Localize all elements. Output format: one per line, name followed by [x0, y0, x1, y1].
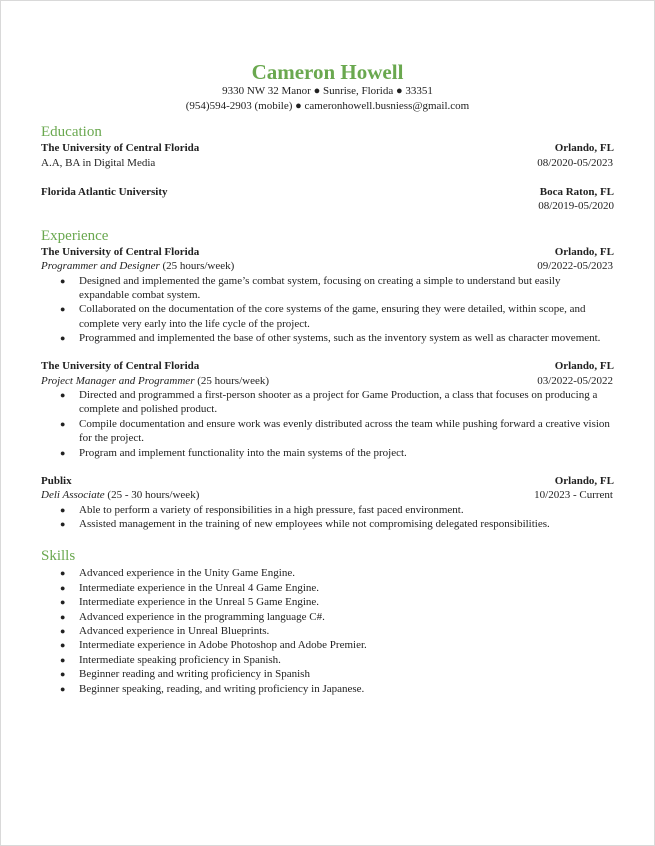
- bullet-icon: ●: [60, 626, 66, 636]
- job-entry: [41, 474, 614, 532]
- job-entry: [41, 245, 614, 346]
- job-bullet: ● Compile documentation and ensure work was evenly distributed across the team while pushing forward a creative vision for the project.: [60, 417, 610, 445]
- job-role: Programmer and Designer: [41, 260, 160, 272]
- school-name: Florida Atlantic University: [41, 185, 168, 198]
- education-entry: [41, 141, 614, 170]
- bullet-icon: ●: [60, 611, 66, 622]
- candidate-name: Cameron Howell: [251, 60, 404, 84]
- skill-item: ● Intermediate speaking proficiency in Spanish.: [60, 653, 281, 666]
- employer-name: The University of Central Florida: [41, 360, 200, 373]
- degree: A.A, BA in Digital Media: [41, 156, 156, 169]
- bullet-icon: ●: [60, 418, 66, 429]
- school-location: Boca Raton, FL: [539, 185, 614, 198]
- education-dates: 08/2020-05/2023: [537, 156, 613, 169]
- job-role: Deli Associate: [41, 489, 105, 502]
- education-section: [41, 124, 614, 214]
- job-title-line: [41, 259, 234, 274]
- job-bullet: ● Program and implement functionality into the main systems of the project.: [60, 446, 407, 459]
- skill-item: ● Advanced experience in the Unity Game Engine.: [60, 567, 295, 580]
- job-hours: (25 hours/week): [194, 374, 270, 387]
- job-location: Orlando, FL: [554, 474, 614, 487]
- phone-email-line: (954)594-2903 (mobile) ● cameronhowell.busniess@gmail.com: [185, 99, 470, 112]
- job-dates: 10/2023 - Current: [534, 489, 613, 502]
- address-line: 9330 NW 32 Manor ● Sunrise, Florida ● 33351: [222, 85, 433, 97]
- employer-name: The University of Central Florida: [41, 245, 200, 258]
- bullet-icon: ●: [60, 333, 66, 344]
- job-bullet: ● Able to perform a variety of responsibilities in a high pressure, fast paced environment.: [60, 503, 464, 516]
- skills-list: [41, 566, 614, 696]
- bullet-icon: ●: [60, 597, 66, 608]
- job-bullet-list: [41, 503, 614, 532]
- experience-heading: Experience: [41, 227, 109, 244]
- skill-item: ● Intermediate experience in the Unreal 4 Game Engine.: [60, 581, 320, 594]
- job-bullet: ● Assisted management in the training of new employees while not compromising delegated responsibilities.: [60, 517, 550, 530]
- education-dates: 08/2019-05/2020: [538, 200, 614, 212]
- job-location: Orlando, FL: [554, 360, 614, 373]
- job-bullet: ● Designed and implemented the game’s combat system, focusing on creating a simple to understand but easily expandable combat system.: [60, 274, 561, 301]
- bullet-icon: ●: [60, 390, 66, 401]
- job-bullet-list: [41, 388, 614, 460]
- skill-item: ● Intermediate experience in the Unreal 5 Game Engine.: [60, 596, 320, 609]
- skill-item: ● Intermediate experience in Adobe Photoshop and Adobe Premier.: [60, 639, 367, 652]
- job-hours: (25 - 30 hours/week): [104, 489, 200, 502]
- job-bullet: ● Directed and programmed a first-person shooter as a project for Game Production, a class that focuses on producing a complete and polished product.: [60, 389, 598, 416]
- experience-section: [41, 228, 614, 532]
- bullet-icon: ●: [60, 640, 66, 651]
- bullet-icon: ●: [60, 683, 66, 694]
- bullet-icon: ●: [60, 654, 66, 665]
- job-dates: 03/2022-05/2022: [537, 374, 613, 387]
- job-dates: 09/2022-05/2023: [537, 260, 613, 272]
- school-location: Orlando, FL: [554, 142, 614, 154]
- bullet-icon: ●: [60, 568, 66, 579]
- job-bullet: ● Collaborated on the documentation of the core systems of the game, ensuring they were detailed, within scope, and complete very early into the life cycle of the project.: [60, 303, 586, 330]
- job-hours: (25 hours/week): [159, 260, 235, 272]
- bullet-icon: ●: [60, 275, 66, 286]
- bullet-icon: ●: [60, 447, 66, 458]
- skills-section: [41, 548, 614, 696]
- bullet-icon: ●: [60, 304, 66, 315]
- job-entry: [41, 359, 614, 460]
- skill-item: ● Beginner speaking, reading, and writing proficiency in Japanese.: [60, 682, 365, 695]
- skill-item: ● Advanced experience in Unreal Blueprints.: [60, 625, 270, 637]
- job-bullet-list: [41, 274, 614, 346]
- education-heading: Education: [41, 124, 102, 140]
- job-title-line: [41, 374, 269, 389]
- bullet-icon: ●: [60, 669, 66, 680]
- bullet-icon: ●: [60, 518, 66, 529]
- school-name: The University of Central Florida: [41, 142, 200, 154]
- job-bullet: ● Programmed and implemented the base of other systems, such as the inventory system as well as character movement.: [60, 332, 601, 345]
- resume-header: [41, 1, 614, 113]
- job-location: Orlando, FL: [554, 245, 614, 258]
- job-role: Project Manager and Programmer: [41, 374, 195, 387]
- bullet-icon: ●: [60, 582, 66, 593]
- skill-item: ● Advanced experience in the programming language C#.: [60, 610, 325, 623]
- job-title-line: [41, 488, 199, 503]
- skill-item: ● Beginner reading and writing proficiency in Spanish: [60, 668, 310, 681]
- bullet-icon: ●: [60, 504, 66, 515]
- education-entry: [41, 185, 614, 214]
- employer-name: Publix: [41, 474, 72, 487]
- skills-heading: Skills: [41, 548, 76, 565]
